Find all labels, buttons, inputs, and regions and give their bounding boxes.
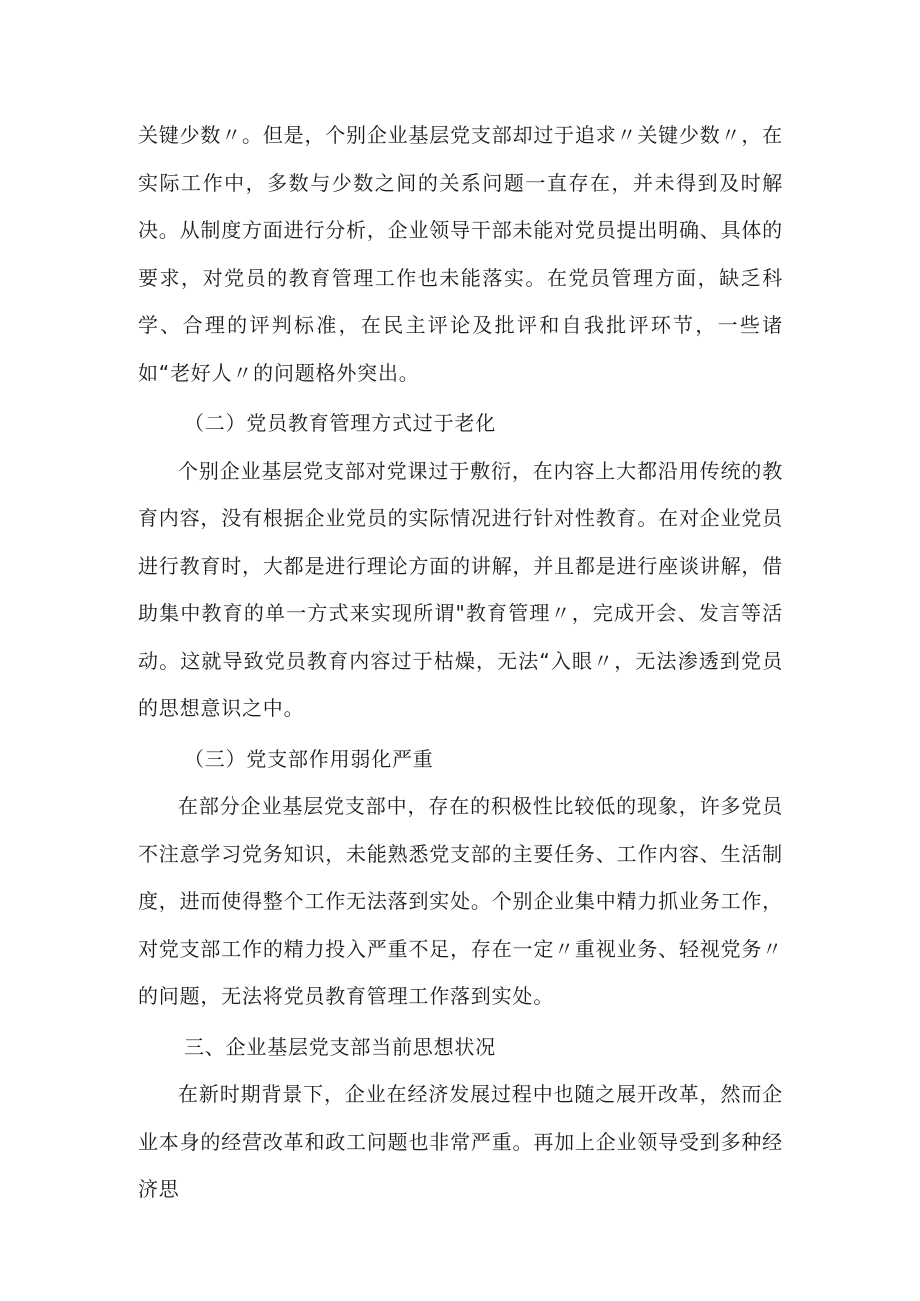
paragraph-current-thinking: 在新时期背景下，企业在经济发展过程中也随之展开改革，然而企业本身的经营改革和政工问题也非常严重。再加上企业领导受到多种经济思: [138, 1082, 783, 1201]
paragraph-education-methods: 个别企业基层党支部对党课过于敷衍，在内容上大都沿用传统的教育内容，没有根据企业党员的实际情况进行针对性教育。在对企业党员进行教育时，大都是进行理论方面的讲解，并且都是进行座谈讲解，借助集中教育的单一方式来实现所谓"教育管理〃，完成开会、发言等活动。这就导致党员教育内容过于枯燥，无法“入眼〃，无法渗透到党员的思想意识之中。: [138, 458, 783, 720]
section-heading-3: （三）党支部作用弱化严重: [184, 746, 434, 771]
paragraph-continued: 关键少数〃。但是，个别企业基层党支部却过于追求〃关键少数〃，在实际工作中，多数与少数之间的关系问题一直存在，并未得到及时解决。从制度方面进行分析，企业领导干部未能对党员提出明确、具体的要求，对党员的教育管理工作也未能落实。在党员管理方面，缺乏科学、合理的评判标准，在民主评论及批评和自我批评环节，一些诸如“老好人〃的问题格外突出。: [138, 123, 783, 385]
paragraph-branch-role: 在部分企业基层党支部中，存在的积极性比较低的现象，许多党员不注意学习党务知识，未能熟悉党支部的主要任务、工作内容、生活制度，进而使得整个工作无法落到实处。个别企业集中精力抓业务工作，对党支部工作的精力投入严重不足，存在一定〃重视业务、轻视党务〃的问题，无法将党员教育管理工作落到实处。: [138, 794, 783, 1008]
chapter-heading-3: 三、企业基层党支部当前思想状况: [184, 1034, 496, 1059]
document-body: [138, 112, 783, 1214]
section-heading-2: （二）党员教育管理方式过于老化: [184, 411, 496, 435]
